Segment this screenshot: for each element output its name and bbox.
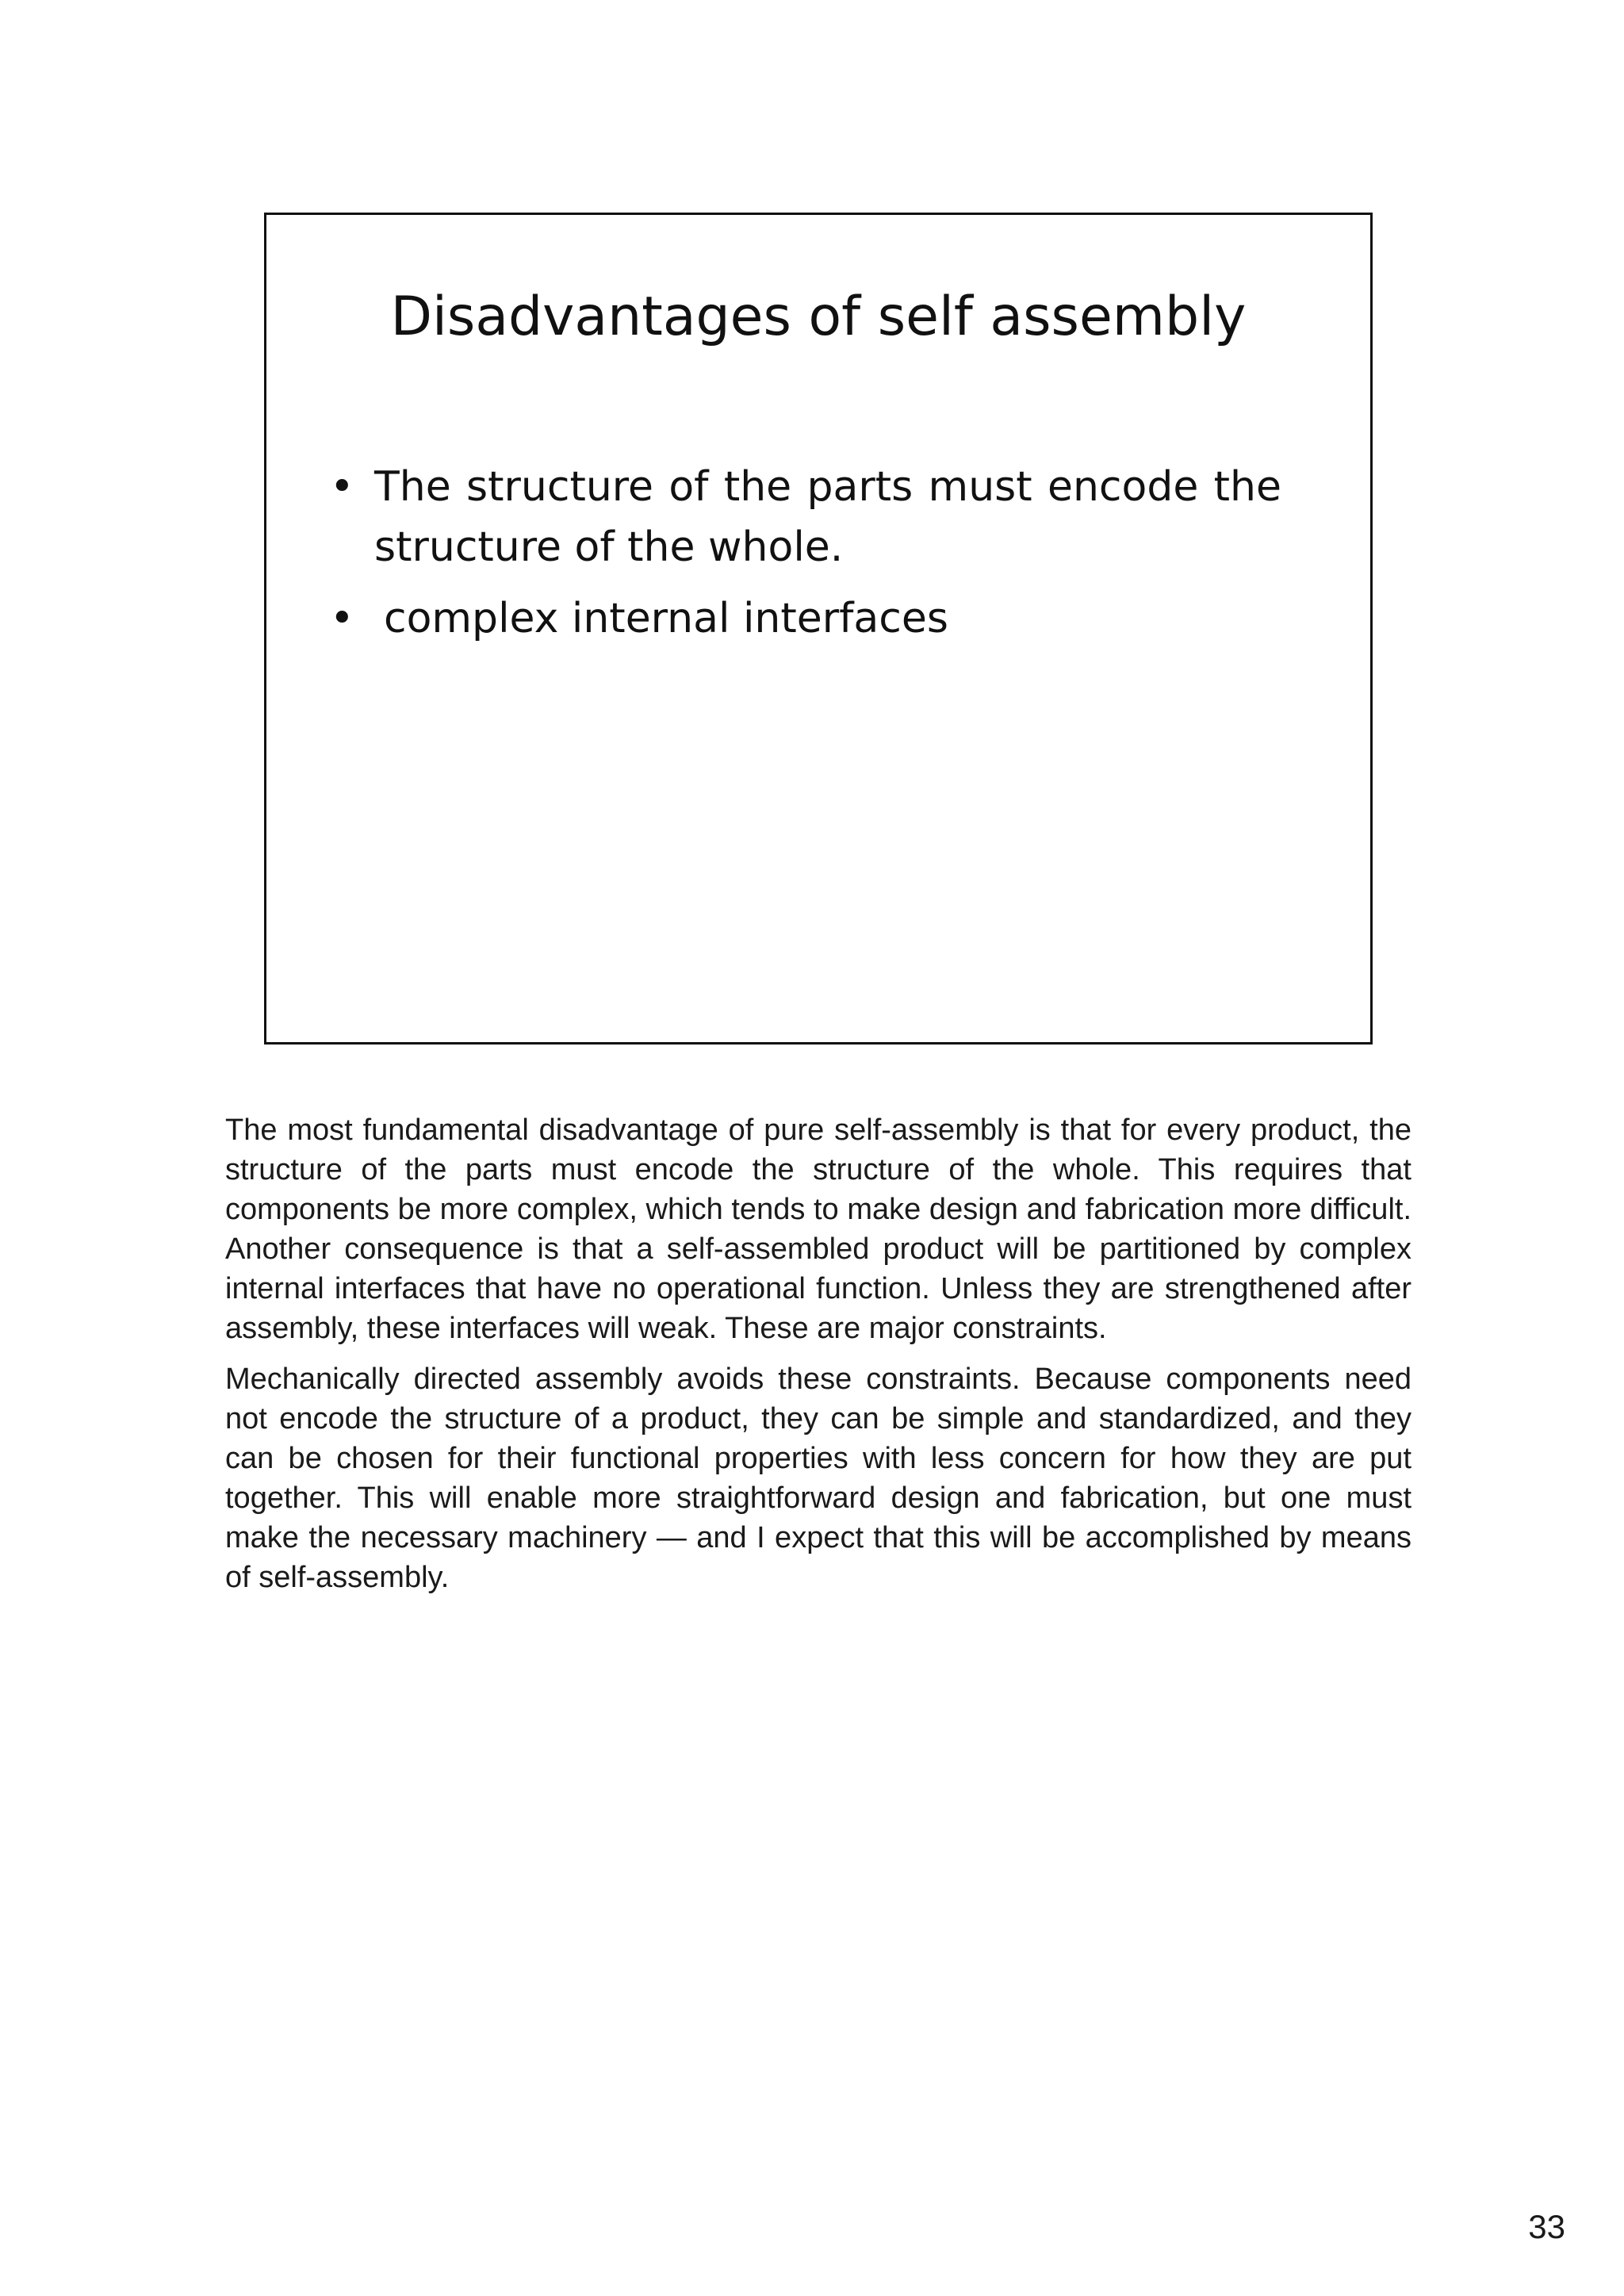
bullet-icon: • [330, 595, 354, 642]
bullet-text: complex internal interfaces [384, 595, 948, 642]
page-number: 33 [1528, 2208, 1565, 2245]
speaker-notes [225, 1110, 1411, 1608]
bullet-text: The structure of the parts must encode the structure of the whole. [374, 463, 1281, 571]
bullet-item [330, 588, 1281, 649]
notes-paragraph: The most fundamental disadvantage of pure self-assembly is that for every product, the structure of the parts must encode the structure of the whole. This requires that components be more complex, which tends to make design and fabrication more difficult. Another consequence is that a self-assembled product will be partitioned by complex internal interfaces that have no operational function. Unless they are strengthened after assembly, these interfaces will weak. These are major constraints. [225, 1114, 1411, 1345]
bullet-icon: • [330, 463, 354, 511]
notes-paragraph: Mechanically directed assembly avoids these constraints. Because components need not encode the structure of a product, they can be simple and standardized, and they can be chosen for their functional properties with less concern for how they are put together. This will enable more straightforward design and fabrication, but one must make the necessary machinery — and I expect that this will be accomplished by means of self-assembly. [225, 1363, 1411, 1594]
slide-frame [264, 213, 1373, 1045]
slide-title: Disadvantages of self assembly [390, 286, 1247, 348]
bullet-list [330, 457, 1281, 660]
bullet-item [330, 457, 1281, 577]
